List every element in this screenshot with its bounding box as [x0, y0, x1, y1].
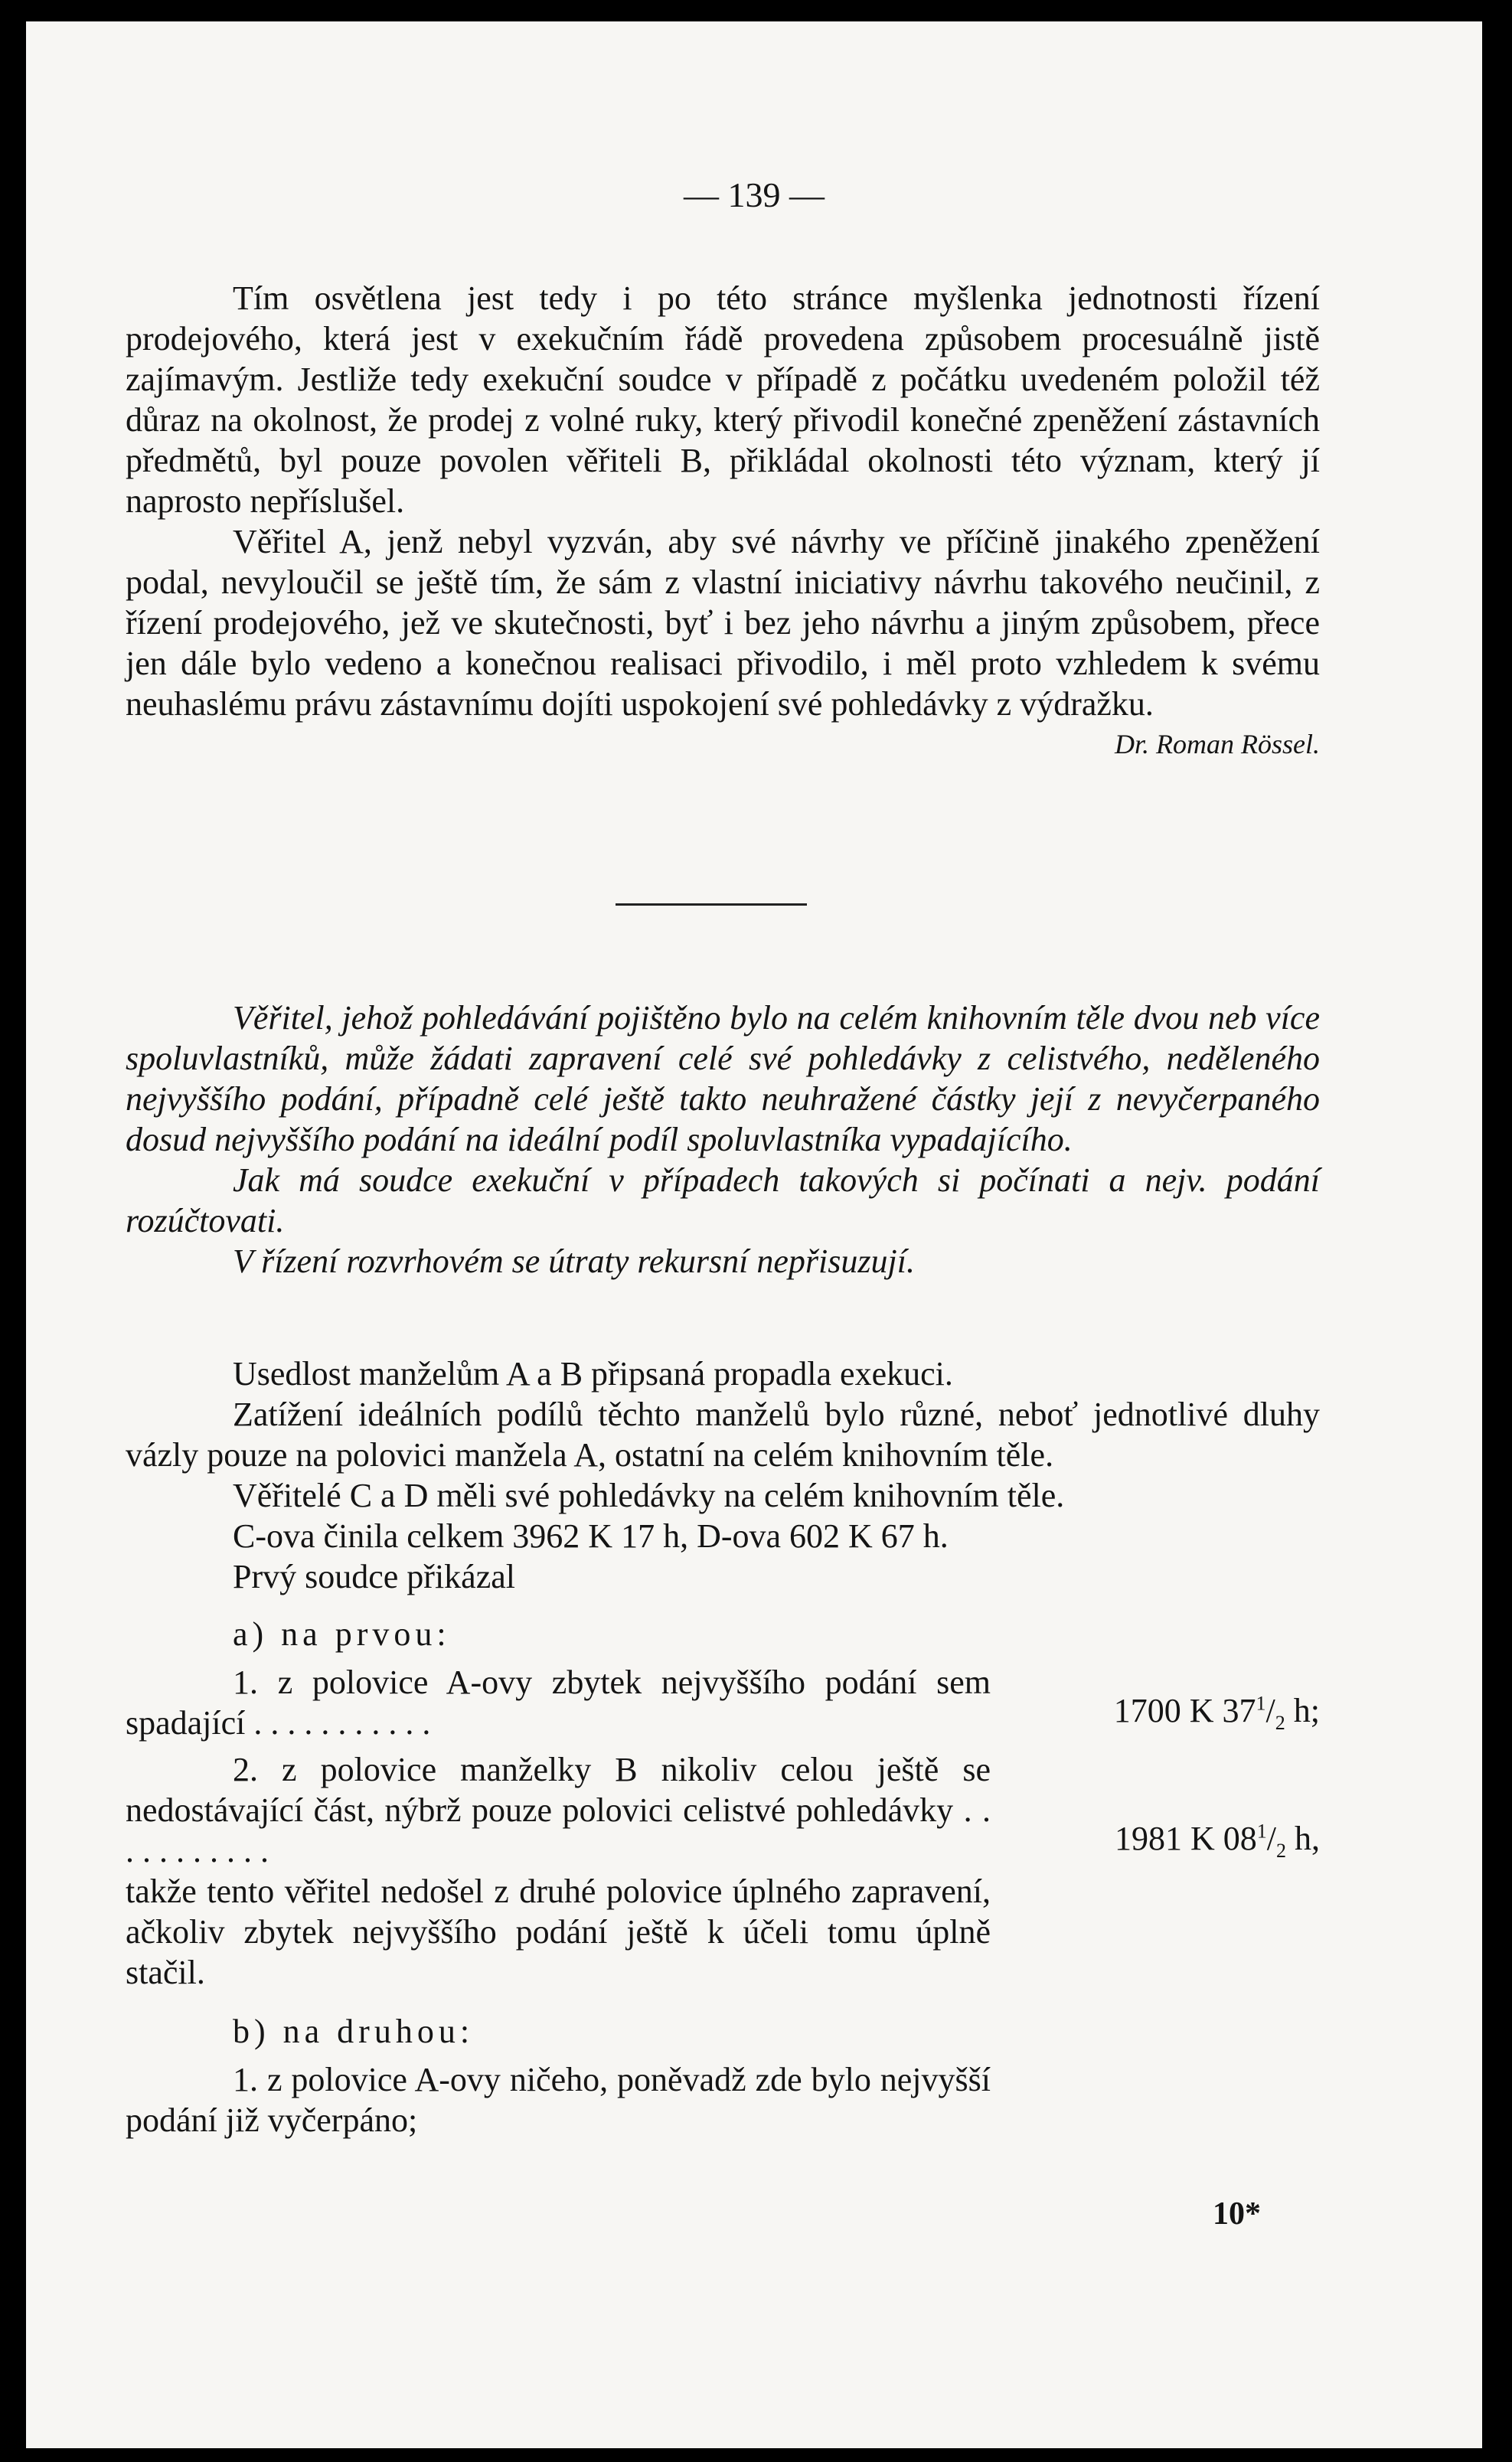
- body-line-4: C-ova činila celkem 3962 K 17 h, D-ova 602 K 67 h.: [233, 1517, 949, 1555]
- section-a-item-2-cont: takže tento věřitel nedošel z druhé polovice úplného zapravení, ačkoliv zbytek nejvyššího podání ještě k účeli tomu úplně stačil.: [126, 1873, 991, 1991]
- amount-1-slash: /: [1265, 1692, 1275, 1730]
- section-a-label: a) na prvou:: [233, 1615, 451, 1653]
- page-number: — 139 —: [684, 175, 825, 214]
- section-a-item-2-text: 2. z polovice manželky B nikoliv celou ještě se nedostávající část, nýbrž pouze polovici celistvé pohledávky . . . . . . . . . . .: [126, 1751, 991, 1869]
- amount-2-slash: /: [1266, 1820, 1276, 1858]
- paragraph-2-text: Věřitel A, jenž nebyl vyzván, aby své návrhy ve příčině jinakého zpeněžení podal, nevyloučil se ještě tím, že sám z vlastní iniciativy návrhu takového neučinil, z řízení prodejového, jež ve skutečnosti, byť i bez jeho návrhu a jiným způsobem, přece jen dále bylo vedeno a konečnou realisaci přivodilo, i měl proto vzhledem k svému neuhaslému právu zástavnímu dojíti uspokojení své pohledávky z výdražku.: [126, 523, 1320, 723]
- signature: Dr. Roman Rössel.: [1115, 729, 1320, 759]
- amount-1-den: 2: [1275, 1712, 1285, 1734]
- amount-1-main: 1700 K 37: [1113, 1692, 1256, 1730]
- section-a-item-1: [126, 1662, 1320, 1743]
- section-a-item-2: [126, 1749, 1320, 1871]
- body-line-1: Usedlost manželům A a B připsaná propadla exekuci.: [233, 1355, 953, 1393]
- amount-2-main: 1981 K 08: [1114, 1820, 1257, 1858]
- main-text-top: [126, 278, 1320, 765]
- book-page: [26, 21, 1482, 2448]
- body-line-2: Zatížení ideálních podílů těchto manželů bylo různé, neboť jednotlivé dluhy vázly pouze na polovici manžela A, ostatní na celém knihovním těle.: [126, 1396, 1320, 1474]
- amount-1-unit: h;: [1285, 1692, 1320, 1730]
- section-b-label: b) na druhou:: [233, 2013, 475, 2050]
- amount-2-unit: h,: [1286, 1820, 1320, 1858]
- amount-1-frac: 1: [1256, 1692, 1266, 1715]
- paragraph-1: Tím osvětlena jest tedy i po této stránce myšlenka jednotnosti řízení prodejového, která jest v exekučním řádě provedena způsobem procesuálně jistě zajímavým. Jestliže tedy exekuční soudce v případě z počátku uvedeném položil též důraz na okolnost, že prodej z volné ruky, který přivodil konečné zpeněžení zástavních předmětů, byl pouze povolen věřiteli B, přikládal okolnosti této význam, který jí naprosto nepříslušel.: [126, 279, 1320, 520]
- section-a-item-2-amount: [991, 1818, 1320, 1871]
- paragraph-2: [126, 521, 1320, 759]
- section-b-item-1: 1. z polovice A-ovy ničeho, poněvadž zde bylo nejvyšší podání již vyčerpáno;: [126, 2061, 991, 2139]
- headnote: [126, 998, 1320, 1282]
- body-line-3: Věřitelé C a D měli své pohledávky na celém knihovním těle.: [233, 1477, 1065, 1514]
- amount-2-frac: 1: [1256, 1820, 1267, 1843]
- headnote-line-1: Věřitel, jehož pohledávání pojištěno bylo na celém knihovním těle dvou neb více spoluvlastníků, může žádati zapravení celé své pohledávky z celistvého, neděleného nejvyššího podání, případně celé ještě takto neuhražené částky její z nevyčerpaného dosud nejvyššího podání na ideální podíl spoluvlastníka vypadajícího.: [126, 999, 1320, 1158]
- section-a-item-1-amount: [991, 1690, 1320, 1743]
- body-line-5: Prvý soudce přikázal: [233, 1558, 515, 1595]
- separator-rule: [616, 903, 807, 906]
- case-body: [126, 1353, 1320, 2140]
- amount-2-den: 2: [1276, 1840, 1286, 1862]
- headnote-line-3: V řízení rozvrhovém se útraty rekursní nepřisuzují.: [233, 1242, 915, 1280]
- headnote-line-2: Jak má soudce exekuční v případech takových si počínati a nejv. podání rozúčtovati.: [126, 1161, 1320, 1239]
- section-a-item-1-text: 1. z polovice A-ovy zbytek nejvyššího podání sem spadající . . . . . . . . . . .: [126, 1664, 991, 1742]
- signature-mark: 10*: [1213, 2196, 1261, 2232]
